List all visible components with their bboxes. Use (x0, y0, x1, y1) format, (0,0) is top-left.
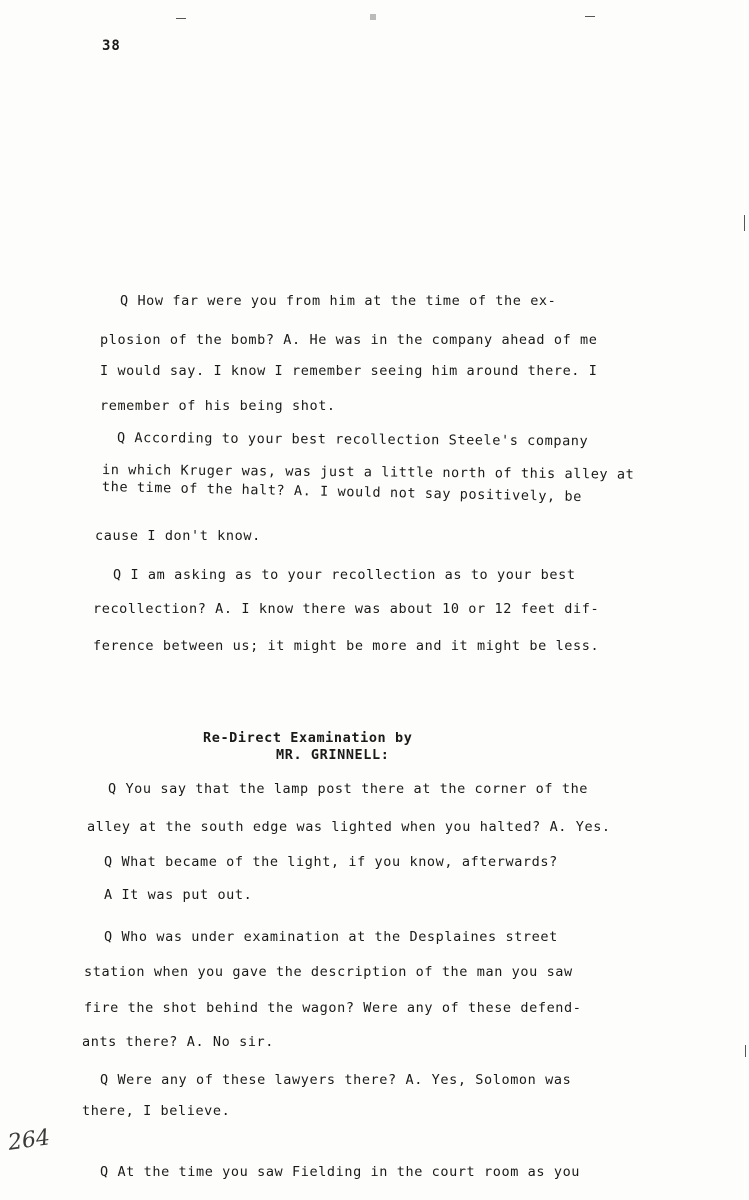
text-line: recollection? A. I know there was about 10 or 12 feet dif- (93, 601, 600, 617)
text-line: plosion of the bomb? A. He was in the company ahead of me (100, 332, 598, 348)
scan-mark (370, 14, 376, 20)
text-line: Q At the time you saw Fielding in the court room as you (100, 1164, 581, 1180)
text-line: fire the shot behind the wagon? Were any of these defend- (84, 1000, 582, 1016)
text-line: Q According to your best recollection Steele's company (116, 430, 589, 450)
text-line: A It was put out. (104, 887, 253, 903)
text-line: Q Were any of these lawyers there? A. Yes, Solomon was (100, 1072, 572, 1088)
scan-mark (176, 18, 186, 19)
scan-mark (585, 16, 595, 17)
text-line: Q Who was under examination at the Desplaines street (104, 929, 558, 945)
text-line: ants there? A. No sir. (82, 1034, 275, 1050)
text-line: Q What became of the light, if you know, afterwards? (104, 854, 558, 870)
scan-mark (744, 215, 745, 231)
text-line: Q I am asking as to your recollection as to your best (113, 567, 576, 583)
text-line: in which Kruger was, was just a little north of this alley at (101, 462, 635, 483)
text-line: remember of his being shot. (100, 398, 336, 414)
text-line: cause I don't know. (95, 528, 261, 544)
page-number: 38 (102, 38, 121, 54)
section-heading: Re-Direct Examination by (203, 730, 413, 746)
scan-mark (745, 1045, 746, 1057)
text-line: alley at the south edge was lighted when you halted? A. Yes. (87, 819, 611, 835)
examiner-name: MR. GRINNELL: (276, 747, 390, 763)
text-line: I would say. I know I remember seeing him around there. I (100, 363, 598, 379)
text-line: station when you gave the description of the man you saw (84, 964, 573, 980)
text-line: the time of the halt? A. I would not say positively, be (101, 479, 583, 506)
handwritten-margin-note: 264 (6, 1125, 52, 1156)
text-line: there, I believe. (82, 1103, 231, 1119)
text-line: Q How far were you from him at the time of the ex- (120, 293, 557, 309)
text-line: Q You say that the lamp post there at the corner of the (108, 781, 589, 797)
text-line: ference between us; it might be more and it might be less. (93, 638, 600, 654)
